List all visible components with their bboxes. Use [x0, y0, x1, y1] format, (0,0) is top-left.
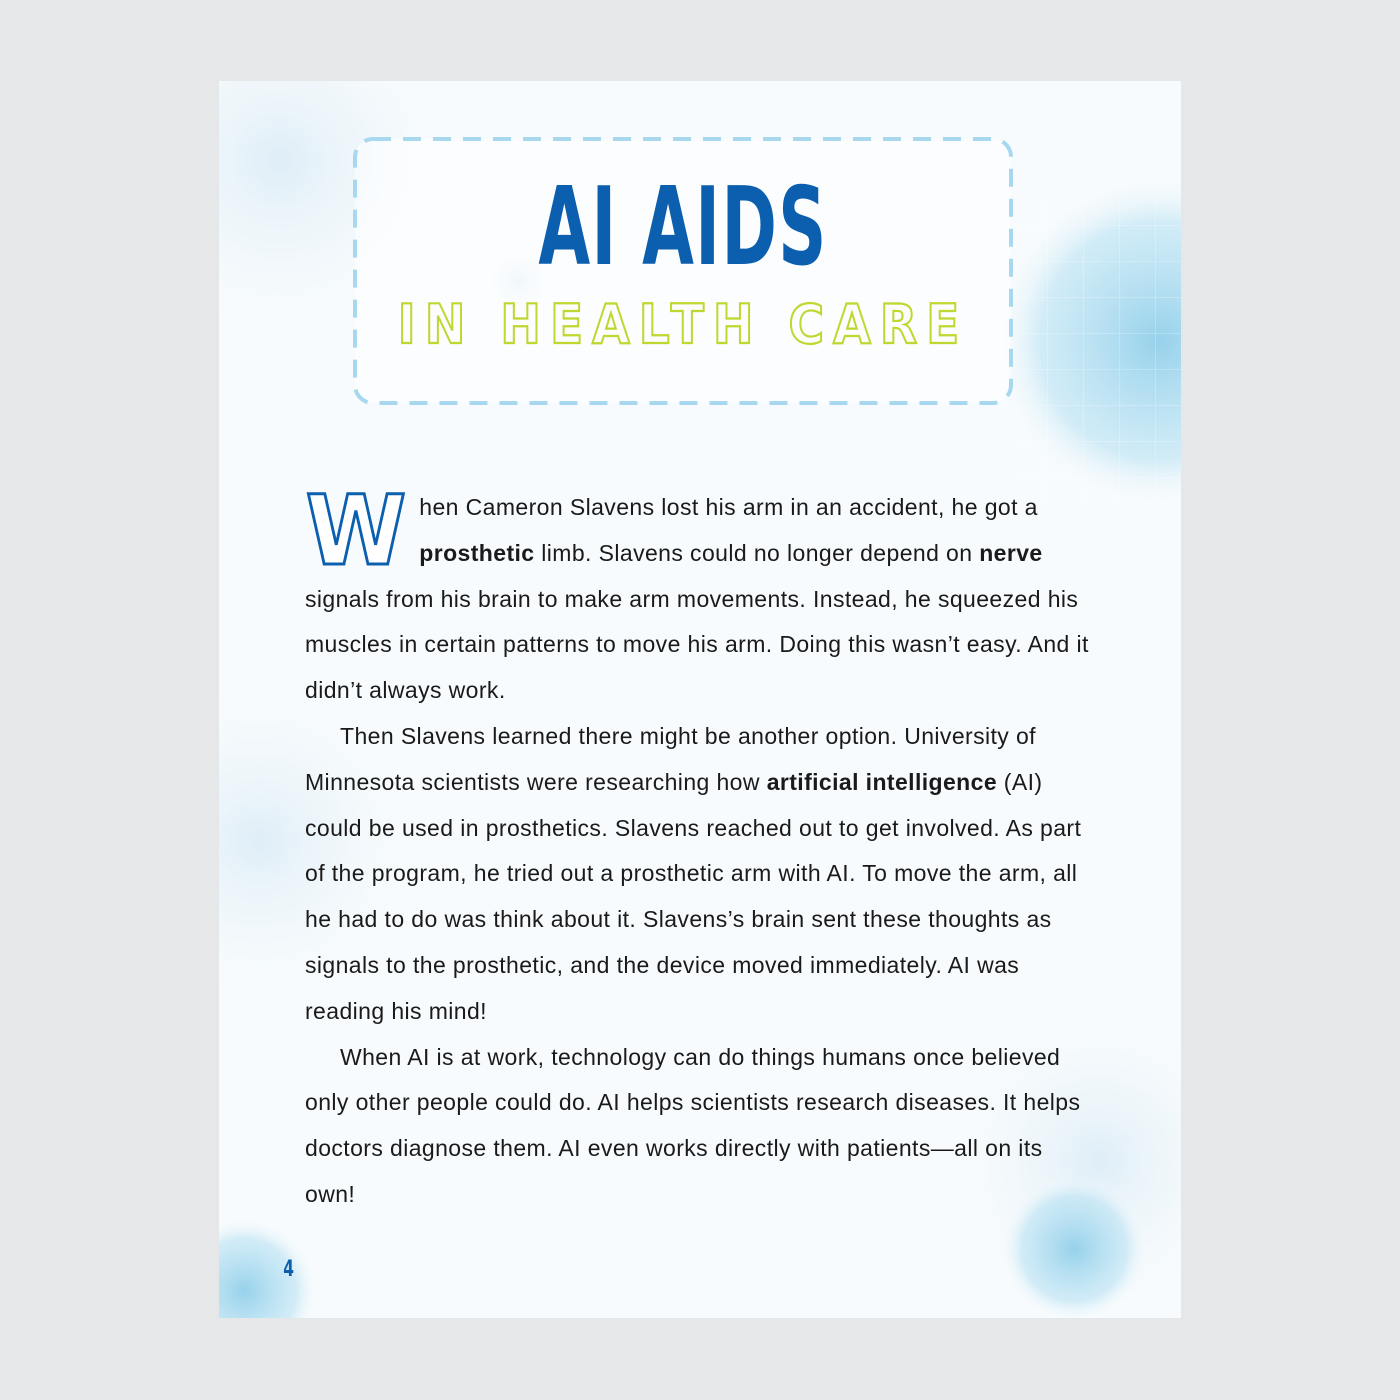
book-page: [219, 81, 1181, 1318]
glossary-term-artificial-intelligence: artificial intelligence: [766, 768, 998, 795]
paragraph-2: Then Slavens learned there might be another option. University of Minnesota scientists were researching how artificial intelligence (AI) could be used in prosthetics. Slavens reached out to get involved. As part of the program, he tried out a prosthetic arm with AI. To move the arm, all he had to do was think about it. Slavens’s brain sent these thoughts as signals to the prosthetic, and the device moved immediately. AI was reading his mind!: [305, 722, 1082, 1024]
body-text: [305, 475, 1095, 1218]
page-title: AI AIDS: [538, 165, 828, 290]
page-subtitle: IN HEALTH CARE: [397, 293, 969, 356]
paragraph-1: When Cameron Slavens lost his arm in an accident, he got a prosthetic limb. Slavens could no longer depend on nerve signals from his brain to make arm movements. Instead, he squeezed his muscles in certain patterns to move his arm. Doing this wasn’t easy. And it didn’t always work.: [305, 475, 1089, 704]
glossary-term-prosthetic: prosthetic: [419, 539, 535, 566]
grid-overlay: [1019, 201, 1181, 501]
paragraph-3: When AI is at work, technology can do things humans once believed only other people could do. AI helps scientists research diseases. It helps doctors diagnose them. AI even works directly with patients—all on its own!: [305, 1043, 1081, 1207]
drop-cap: W: [305, 475, 407, 587]
glossary-term-nerve: nerve: [979, 539, 1043, 566]
page-number: 4: [283, 1257, 295, 1282]
